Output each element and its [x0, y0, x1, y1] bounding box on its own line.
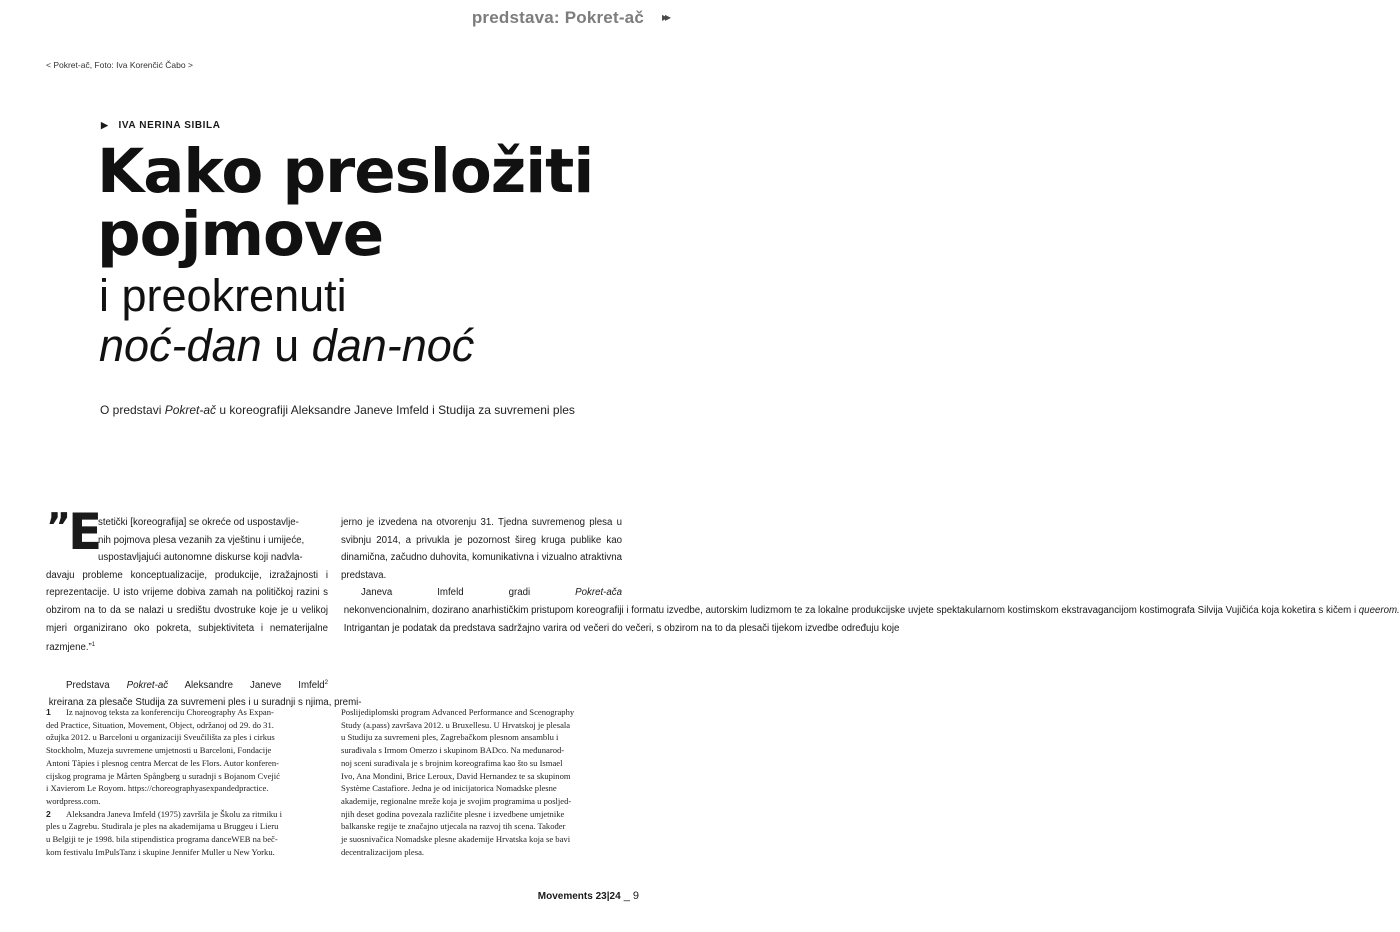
- quote-line-2: nih pojmova plesa vezanih za vještinu i umijeće,: [98, 534, 305, 546]
- footnote-line[interactable]: i Xavierom Le Royom. https://choreographyasexpandedpractice.: [46, 783, 269, 794]
- footnote-line: u Belgiji te je 1998. bila stipendistica programa danceWEB na beč-: [46, 834, 278, 845]
- footer-separator: _: [620, 890, 633, 902]
- quote-continuation: [46, 567, 328, 657]
- magazine-name: Movements 23|24: [537, 891, 621, 902]
- author-byline: [101, 120, 221, 131]
- footnote-ref-1[interactable]: 1: [91, 642, 96, 649]
- title-italic-b: dan-noć: [311, 320, 475, 371]
- body-column-right: [341, 514, 1400, 637]
- footnote-1-text: Iz najnovog teksta za konferenciju Choreography As Expan-: [66, 707, 274, 717]
- title-connector: u: [261, 320, 312, 371]
- footnote-line: kom festivalu ImPulsTanz i skupine Jennifer Muller u New Yorku.: [46, 846, 275, 857]
- triangle-bullet-icon: ▶: [101, 120, 109, 130]
- section-header: predstava: Pokret-ač: [471, 8, 644, 27]
- article-title-bold: [97, 136, 594, 270]
- para2-italic: Pokret-ač: [126, 679, 169, 691]
- para2-text-c: Aleksandre Janeve Imfeld: [168, 679, 325, 691]
- double-arrow-icon: ▸▸: [661, 10, 668, 24]
- title-italic-a: noć-dan: [99, 320, 262, 371]
- footnote-line: decentralizacijom plesa.: [341, 846, 425, 857]
- subtitle-text-a: O predstavi: [100, 403, 165, 417]
- right-paragraph-1: jerno je izvedena na otvorenju 31. Tjedna suvremenog plesa u svibnju 2014, a privukla je pozornost šireg kruga publike kao dinamična, začudno duhovita, komunikativna i vizualno atraktivna predstava.: [341, 517, 622, 581]
- footnote-line: surađivala s Irmom Omerzo i skupinom BADco. Na međunarod-: [341, 745, 565, 756]
- article-title-light: [99, 271, 474, 371]
- footnote-line: ded Practice, Situation, Movement, Object, održanoj od 29. do 31.: [46, 719, 274, 730]
- rp2-italic-d: queerom.: [1358, 604, 1400, 616]
- footnote-1-number: 1: [46, 707, 51, 717]
- footnote-line: noj sceni surađivala je s brojnim koreografima kao što su Ismael: [341, 757, 563, 768]
- rp2-text-a: Janeva Imfeld gradi: [361, 587, 576, 599]
- footnote-line: u Studiju za suvremeni ples, Zagrebačkom plesnom ansamblu i: [341, 732, 559, 743]
- footnote-2-line: [46, 808, 328, 821]
- body-column-left: [46, 514, 362, 712]
- footnote-line: Antoni Tàpies i plesnog centra Mercat de les Flors. Autor konferen-: [46, 757, 280, 768]
- footnote-line[interactable]: wordpress.com.: [46, 795, 101, 806]
- subtitle-title-italic: Pokret-ač: [164, 403, 217, 417]
- footnote-2-number: 2: [46, 808, 51, 819]
- footnote-line: ples u Zagrebu. Studirala je ples na akademijama u Bruggeu i Lieru: [46, 821, 279, 832]
- quote-line-1: stetički [koreografija] se okreće od uspostavlje-: [98, 517, 299, 528]
- right-paragraph-2: [341, 584, 1400, 637]
- page-number: 9: [632, 890, 639, 902]
- page-footer: [538, 890, 639, 902]
- rp2-text-c: nekonvencionalnim, dozirano anarhističkim pristupom koreografiji i formatu izvedbe, autorskim ludizmom te za lokalne produkcijske uvjete spektakularnom kostimskom ekstravagancijom kostimografa Silvija Vujičića koja koketira s kičem i: [341, 604, 1359, 616]
- para2-text-a: Predstava: [66, 679, 127, 691]
- footnote-line: cijskog programa je Mårten Spångberg u suradnji s Bojanom Cvejić: [46, 770, 280, 781]
- footnote-1-line: [46, 706, 328, 719]
- title-line-4: [99, 321, 474, 371]
- rp2-text-e: Intrigantan je podatak da predstava sadržajno varira od večeri do večeri, s obzirom na to da plesači tijekom izvedbe određuju koje: [341, 622, 900, 634]
- footnotes-right: [341, 706, 623, 858]
- title-line-3: i preokrenuti: [99, 270, 347, 321]
- footnote-line: Study (a.pass) završava 2012. u Bruxellesu. U Hrvatskoj je plesala: [341, 719, 571, 730]
- title-line-2: pojmove: [97, 199, 384, 270]
- title-line-1: Kako presložiti: [97, 136, 594, 207]
- quote-line-3: uspostavljajući autonomne diskurse koji nadvla-: [98, 552, 303, 564]
- footnote-2-text: Aleksandra Janeva Imfeld (1975) završila je Školu za ritmiku i: [66, 808, 282, 819]
- photo-credit: < Pokret-ač, Foto: Iva Korenčić Čabo >: [46, 60, 193, 70]
- footnote-line: akademije, regionalne mreže koja je svojim programima u posljed-: [341, 795, 572, 806]
- para2-text-d: kreirana za plesače Studija za suvremeni ples i u suradnji s njima, premi-: [46, 697, 362, 709]
- footnotes-left: [46, 706, 328, 858]
- footnote-line: njih deset godina povezala različite plesne i izvedbene umjetnike: [341, 808, 565, 819]
- footnote-line: balkanske regije te značajno utjecala na razvoj tih scena. Također: [341, 821, 566, 832]
- footnote-line: Ivo, Ana Mondini, Brice Leroux, David Hernandez te sa skupinom: [341, 770, 571, 781]
- footnote-line: Poslijediplomski program Advanced Performance and Scenography: [341, 707, 575, 717]
- drop-cap: E: [68, 503, 103, 561]
- opening-quote-mark: ”: [46, 505, 71, 549]
- subtitle-text-c: u koreografiji Aleksandre Janeve Imfeld i Studija za suvremeni ples: [216, 403, 575, 417]
- article-subtitle: [100, 403, 575, 417]
- footnote-line: Stockholm, Muzeja suvremene umjetnosti u Barceloni, Fondacije: [46, 745, 272, 756]
- footnote-line: Système Castafiore. Jedna je od inicijatorica Nomadske plesne: [341, 783, 557, 794]
- rp2-italic-b: Pokret-ača: [575, 587, 622, 599]
- footnote-ref-2[interactable]: 2: [324, 679, 328, 686]
- quote-opening-lines: [46, 514, 328, 567]
- footnote-line: ožujka 2012. u Barceloni u organizaciji Sveučilišta za ples i cirkus: [46, 732, 275, 743]
- footnote-line: je suosnivačica Nomadske plesne akademije Hrvatska koja se bavi: [341, 834, 571, 845]
- quote-rest-text: davaju probleme konceptualizacije, produkcije, izražajnosti i reprezentacije. U isto vrijeme dobiva zamah na političkoj razini s obzirom na to da se nalazi u središtu dvostruke koje je u velikoj mjeri organizirano oko pokreta, subjektiviteta i nematerijalne razmjene.”: [46, 569, 328, 654]
- author-name: IVA NERINA SIBILA: [118, 120, 221, 131]
